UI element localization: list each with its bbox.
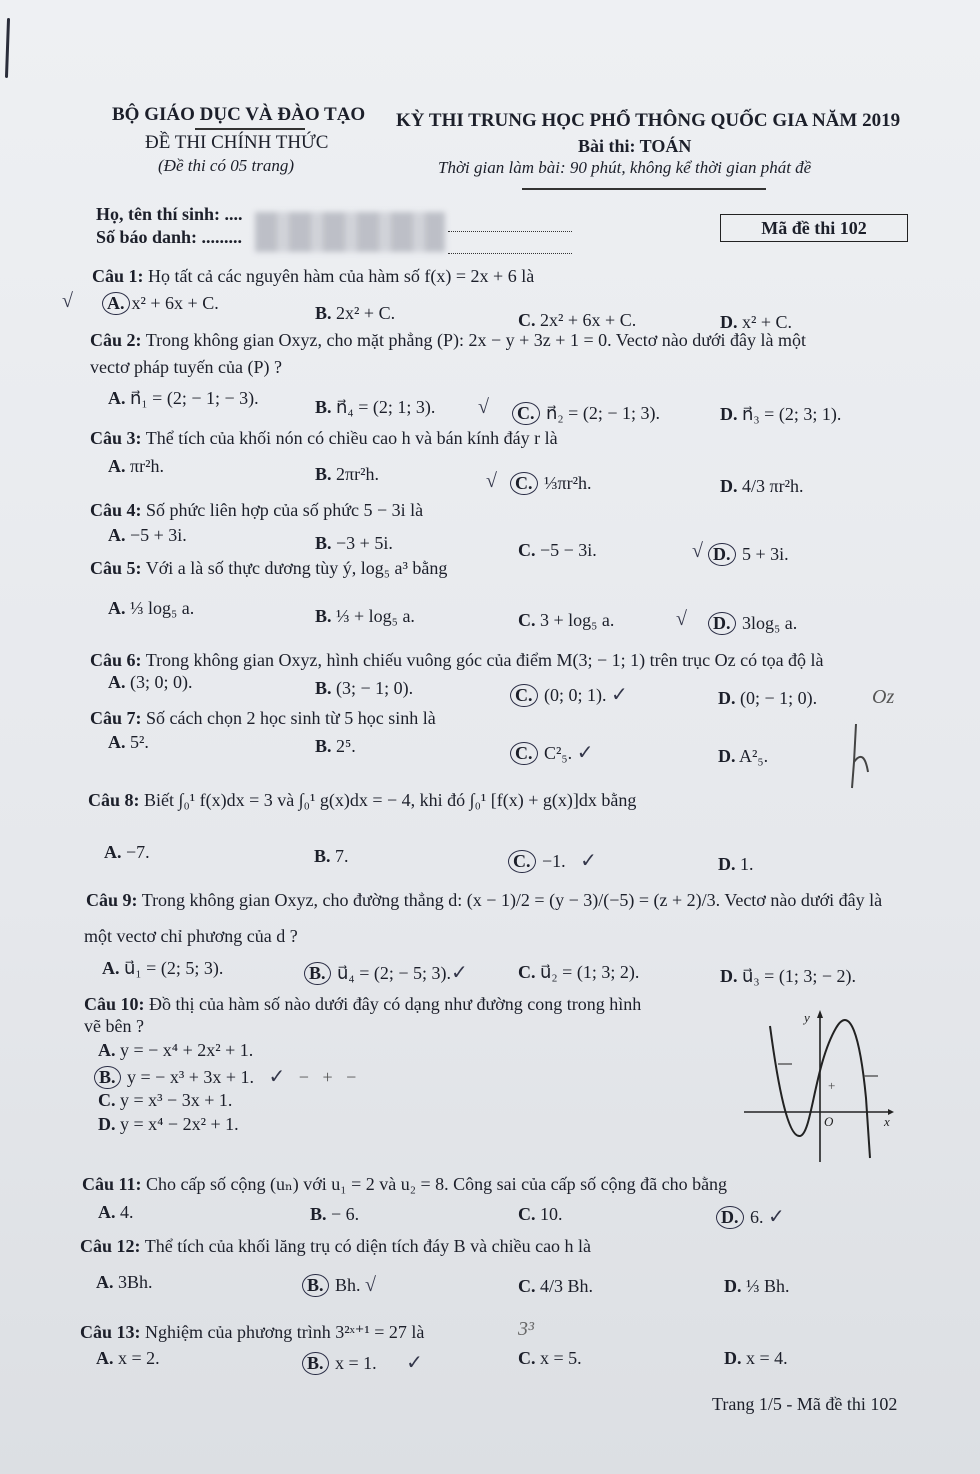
q5-c-text: 3 + log₅ a. <box>540 610 615 630</box>
pen-mark <box>5 18 10 78</box>
q8-d-letter: D. <box>718 854 736 874</box>
q2-option-b[interactable] <box>315 397 435 418</box>
question-9 <box>86 890 882 911</box>
q9-c-letter: C. <box>518 962 536 982</box>
q5-label: Câu 5: <box>90 558 142 578</box>
q4-b-text: −3 + 5i. <box>336 533 393 553</box>
q13-option-a[interactable] <box>96 1348 160 1369</box>
q3-text: Thể tích của khối nón có chiều cao h và bán kính đáy r là <box>145 428 558 448</box>
q13-c-letter: C. <box>518 1348 536 1368</box>
exam-title: KỲ THI TRUNG HỌC PHỔ THÔNG QUỐC GIA NĂM 2019 <box>396 110 901 131</box>
origin-label: O <box>824 1114 834 1129</box>
q11-c-letter: C. <box>518 1204 536 1224</box>
q10-option-b[interactable] <box>94 1064 356 1089</box>
q6-d-text: (0; − 1; 0). <box>740 688 818 708</box>
q8-option-b[interactable] <box>314 846 349 867</box>
q2-text: Trong không gian Oxyz, cho mặt phẳng (P): 2x − y + 3z + 1 = 0. Vectơ nào dưới đây là một <box>145 330 807 350</box>
q7-option-a[interactable] <box>108 732 149 753</box>
handwritten-note: Oz <box>872 686 895 708</box>
q2-a-letter: A. <box>108 388 126 408</box>
check-icon: ✓ <box>258 1066 286 1088</box>
q4-c-text: −5 − 3i. <box>540 540 597 560</box>
check-icon: ✓ <box>381 1352 423 1374</box>
q12-c-letter: C. <box>518 1276 536 1296</box>
q5-option-c[interactable] <box>518 610 614 631</box>
q2-a-text: n⃗₁ = (2; − 1; − 3). <box>130 388 259 408</box>
q2-d-letter: D. <box>720 404 738 424</box>
q5-option-a[interactable] <box>108 598 194 619</box>
q2-c-text: n⃗₂ = (2; − 1; 3). <box>546 403 660 423</box>
q1-text: Họ tất cả các nguyên hàm của hàm số f(x) = 2x + 6 là <box>148 266 535 286</box>
q3-option-a[interactable] <box>108 456 164 477</box>
q1-c-letter: C. <box>518 310 536 330</box>
check-icon: √ <box>486 470 497 492</box>
q11-b-letter: B. <box>310 1204 327 1224</box>
q8-b-letter: B. <box>314 846 331 866</box>
q7-d-letter: D. <box>718 746 736 766</box>
q10-option-a[interactable] <box>98 1040 253 1061</box>
q2-option-c[interactable] <box>512 402 660 425</box>
answer-circle: B. <box>94 1066 121 1089</box>
q4-d-text: 5 + 3i. <box>742 544 789 564</box>
q7-c-text: C²₅. <box>544 743 573 763</box>
q6-d-letter: D. <box>718 688 736 708</box>
q9-label: Câu 9: <box>86 890 138 910</box>
q12-c-text: 4/3 Bh. <box>540 1276 594 1296</box>
question-8 <box>88 790 636 811</box>
q8-a-letter: A. <box>104 842 122 862</box>
answer-circle: B. <box>302 1274 329 1297</box>
q5-a-text: ⅓ log₅ a. <box>130 598 195 618</box>
q9-text-cont: một vectơ chỉ phương của d ? <box>84 926 298 946</box>
q2-text-cont: vectơ pháp tuyến của (P) ? <box>90 357 282 377</box>
q13-d-letter: D. <box>724 1348 742 1368</box>
q9-option-a[interactable] <box>102 958 223 979</box>
q7-option-d[interactable] <box>718 746 768 767</box>
q5-c-letter: C. <box>518 610 536 630</box>
q12-d-letter: D. <box>724 1276 742 1296</box>
check-icon: √ <box>676 608 687 630</box>
q12-text: Thể tích của khối lăng trụ có diện tích đáy B và chiều cao h là <box>144 1236 592 1256</box>
redacted-info <box>255 212 445 252</box>
answer-circle: C. <box>510 472 538 495</box>
q4-option-a[interactable] <box>108 525 187 546</box>
q8-option-c[interactable] <box>508 848 597 873</box>
q9-b-text: u⃗₄ = (2; − 5; 3). <box>337 963 451 983</box>
q12-option-c[interactable] <box>518 1276 593 1297</box>
question-12 <box>80 1236 591 1257</box>
check-icon: ✓ <box>611 684 628 706</box>
q11-option-c[interactable] <box>518 1204 563 1225</box>
question-10 <box>84 994 641 1015</box>
q10-option-d[interactable] <box>98 1114 239 1135</box>
q8-label: Câu 8: <box>88 790 140 810</box>
plus-mark: + <box>828 1078 836 1093</box>
q9-c-text: u⃗₂ = (1; 3; 2). <box>540 962 640 982</box>
q1-a-text: x² + 6x + C. <box>131 293 219 313</box>
question-1 <box>92 266 534 287</box>
q7-b-letter: B. <box>315 736 332 756</box>
q3-a-text: πr²h. <box>130 456 164 476</box>
answer-circle: C. <box>508 850 536 873</box>
question-4 <box>90 500 423 521</box>
q6-a-text: (3; 0; 0). <box>130 672 193 692</box>
q5-b-text: ⅓ + log₅ a. <box>336 606 415 626</box>
q7-a-text: 5². <box>130 732 149 752</box>
q6-text: Trong không gian Oxyz, hình chiếu vuông góc của điểm M(3; − 1; 1) trên trục Oz có tọa độ là <box>145 650 824 670</box>
q3-option-c[interactable] <box>510 472 591 495</box>
q13-b-text: x = 1. <box>335 1353 377 1373</box>
handwritten-scribble <box>846 722 886 792</box>
answer-circle: B. <box>304 962 331 985</box>
q12-option-a[interactable] <box>96 1272 153 1293</box>
q7-option-c[interactable] <box>510 740 593 765</box>
q5-d-text: 3log₅ a. <box>742 613 798 633</box>
q3-b-letter: B. <box>315 464 332 484</box>
q13-option-c[interactable] <box>518 1348 582 1369</box>
q4-c-letter: C. <box>518 540 536 560</box>
q1-option-c[interactable] <box>518 310 636 331</box>
q13-label: Câu 13: <box>80 1322 141 1342</box>
q6-label: Câu 6: <box>90 650 142 670</box>
q10-text-cont: vẽ bên ? <box>84 1016 144 1036</box>
question-5 <box>90 558 447 579</box>
q9-d-text: u⃗₃ = (1; 3; − 2). <box>742 966 856 986</box>
q11-label: Câu 11: <box>82 1174 142 1194</box>
q4-b-letter: B. <box>315 533 332 553</box>
q6-option-d[interactable] <box>718 688 817 709</box>
exam-code: Mã đề thi 102 <box>720 214 908 242</box>
q13-a-text: x = 2. <box>118 1348 160 1368</box>
question-11 <box>82 1174 727 1195</box>
q9-d-letter: D. <box>720 966 738 986</box>
q12-a-text: 3Bh. <box>118 1272 153 1292</box>
q1-b-letter: B. <box>315 303 332 323</box>
question-7 <box>90 708 436 729</box>
q8-text: Biết ∫₀¹ f(x)dx = 3 và ∫₀¹ g(x)dx = − 4, khi đó ∫₀¹ [f(x) + g(x)]dx bằng <box>144 790 637 810</box>
q13-a-letter: A. <box>96 1348 114 1368</box>
answer-circle: C. <box>510 684 538 707</box>
q5-option-d[interactable] <box>708 612 797 635</box>
check-icon: √ <box>365 1274 377 1296</box>
q11-option-b[interactable] <box>310 1204 359 1225</box>
q10-c-letter: C. <box>98 1090 116 1110</box>
q2-option-d[interactable] <box>720 404 841 425</box>
q9-option-b[interactable] <box>304 960 468 985</box>
function-graph <box>738 1006 908 1166</box>
q8-option-a[interactable] <box>104 842 150 863</box>
q1-c-text: 2x² + 6x + C. <box>540 310 637 330</box>
ministry-name: BỘ GIÁO DỤC VÀ ĐÀO TẠO <box>112 104 366 125</box>
answer-circle: D. <box>708 543 736 566</box>
answer-circle: B. <box>302 1352 329 1375</box>
q7-a-letter: A. <box>108 732 126 752</box>
q13-option-d[interactable] <box>724 1348 788 1369</box>
q9-option-c[interactable] <box>518 962 639 983</box>
subject: Bài thi: TOÁN <box>578 136 692 156</box>
q5-text: Với a là số thực dương tùy ý, log₅ a³ bằng <box>145 558 448 578</box>
q10-d-text: y = x⁴ − 2x² + 1. <box>120 1114 239 1134</box>
answer-circle: D. <box>708 612 736 635</box>
q10-a-letter: A. <box>98 1040 116 1060</box>
q8-b-text: 7. <box>335 846 349 866</box>
q1-d-text: x² + C. <box>742 312 793 332</box>
pages-note: (Đề thi có 05 trang) <box>158 156 294 175</box>
q13-d-text: x = 4. <box>746 1348 788 1368</box>
q4-option-d[interactable] <box>708 543 789 566</box>
candidate-id-label: Số báo danh: ......... <box>96 227 243 247</box>
q9-option-d[interactable] <box>720 966 856 987</box>
q2-b-letter: B. <box>315 397 332 417</box>
q10-c-text: y = x³ − 3x + 1. <box>120 1090 233 1110</box>
question-2 <box>90 330 806 351</box>
q10-text: Đồ thị của hàm số nào dưới đây có dạng như đường cong trong hình <box>149 994 642 1014</box>
q10-label: Câu 10: <box>84 994 145 1014</box>
q12-option-d[interactable] <box>724 1276 790 1297</box>
q6-a-letter: A. <box>108 672 126 692</box>
q2-label: Câu 2: <box>90 330 142 350</box>
q10-b-text: y = − x³ + 3x + 1. <box>127 1067 255 1087</box>
check-icon: ✓ <box>451 962 468 984</box>
q9-a-text: u⃗₁ = (2; 5; 3). <box>124 958 224 978</box>
q7-text: Số cách chọn 2 học sinh từ 5 học sinh là <box>146 708 436 728</box>
q1-d-letter: D. <box>720 312 738 332</box>
q13-c-text: x = 5. <box>540 1348 582 1368</box>
q5-option-b[interactable] <box>315 606 415 627</box>
q7-b-text: 2⁵. <box>336 736 356 756</box>
candidate-name-label: Họ, tên thí sinh: .... <box>96 204 243 224</box>
check-icon: √ <box>478 396 489 418</box>
answer-circle: C. <box>512 402 540 425</box>
q1-option-a[interactable] <box>102 292 219 315</box>
q3-label: Câu 3: <box>90 428 142 448</box>
q13-text: Nghiệm của phương trình 3²ˣ⁺¹ = 27 là <box>145 1322 425 1342</box>
q11-d-text: 6. <box>750 1207 764 1227</box>
q3-c-text: ⅓πr²h. <box>544 473 592 493</box>
q12-option-b[interactable] <box>302 1274 376 1297</box>
q1-option-b[interactable] <box>315 303 395 324</box>
q6-b-letter: B. <box>315 678 332 698</box>
q8-a-text: −7. <box>126 842 150 862</box>
answer-circle: D. <box>716 1206 744 1229</box>
q10-a-text: y = − x⁴ + 2x² + 1. <box>120 1040 254 1060</box>
x-label: x <box>884 1114 890 1129</box>
time-note: Thời gian làm bài: 90 phút, không kể thời gian phát đề <box>438 158 812 177</box>
check-icon: ✓ <box>570 850 597 872</box>
q13-option-b[interactable] <box>302 1350 423 1375</box>
q6-option-b[interactable] <box>315 678 413 699</box>
question-13 <box>80 1322 424 1343</box>
q11-a-text: 4. <box>120 1202 134 1222</box>
check-icon: ✓ <box>576 742 594 764</box>
q6-option-c[interactable] <box>510 682 628 707</box>
y-axis-arrow <box>817 1010 823 1018</box>
q7-d-text: A²₅. <box>739 746 769 766</box>
q10-d-letter: D. <box>98 1114 116 1134</box>
q9-text: Trong không gian Oxyz, cho đường thẳng d: (x − 1)/2 = (y − 3)/(−5) = (z + 2)/3. Vectơ nào dưới đây là <box>141 890 883 910</box>
q4-option-c[interactable] <box>518 540 597 561</box>
q7-option-b[interactable] <box>315 736 356 757</box>
q12-b-text: Bh. <box>335 1275 361 1295</box>
page-footer: Trang 1/5 - Mã đề thi 102 <box>712 1394 898 1414</box>
q7-label: Câu 7: <box>90 708 142 728</box>
q11-option-a[interactable] <box>98 1202 134 1223</box>
header-underline <box>195 128 305 130</box>
q3-option-b[interactable] <box>315 464 379 485</box>
q3-a-letter: A. <box>108 456 126 476</box>
q2-d-text: n⃗₃ = (2; 3; 1). <box>742 404 842 424</box>
q8-option-d[interactable] <box>718 854 754 875</box>
check-icon: ✓ <box>768 1206 785 1228</box>
y-label: y <box>804 1010 810 1025</box>
q1-label: Câu 1: <box>92 266 144 286</box>
q11-text: Cho cấp số cộng (uₙ) với u₁ = 2 và u₂ = 8. Công sai của cấp số cộng đã cho bằng <box>146 1174 728 1194</box>
q3-d-letter: D. <box>720 476 738 496</box>
q12-d-text: ⅓ Bh. <box>746 1276 790 1296</box>
time-underline <box>522 188 766 190</box>
check-icon: √ <box>692 540 703 562</box>
q3-option-d[interactable] <box>720 476 803 497</box>
q8-d-text: 1. <box>740 854 754 874</box>
q4-label: Câu 4: <box>90 500 142 520</box>
q11-option-d[interactable] <box>716 1204 785 1229</box>
q5-b-letter: B. <box>315 606 332 626</box>
q10-option-c[interactable] <box>98 1090 232 1111</box>
handwritten-note: 3³ <box>518 1318 534 1340</box>
check-icon: √ <box>62 290 73 312</box>
q2-b-text: n⃗₄ = (2; 1; 3). <box>336 397 436 417</box>
answer-circle: C. <box>510 742 538 765</box>
q3-b-text: 2πr²h. <box>336 464 379 484</box>
q9-a-letter: A. <box>102 958 120 978</box>
q12-a-letter: A. <box>96 1272 114 1292</box>
q6-c-text: (0; 0; 1). <box>544 685 607 705</box>
id-dots <box>448 252 572 254</box>
q4-option-b[interactable] <box>315 533 393 554</box>
q3-d-text: 4/3 πr²h. <box>742 476 804 496</box>
q4-text: Số phức liên hợp của số phức 5 − 3i là <box>146 500 424 520</box>
handwritten-marks: − + − <box>285 1067 357 1087</box>
q12-label: Câu 12: <box>80 1236 141 1256</box>
q1-b-text: 2x² + C. <box>336 303 396 323</box>
q5-a-letter: A. <box>108 598 126 618</box>
q2-option-a[interactable] <box>108 388 259 409</box>
q11-b-text: − 6. <box>331 1204 360 1224</box>
q4-a-letter: A. <box>108 525 126 545</box>
answer-circle: A. <box>102 292 130 315</box>
q8-c-text: −1. <box>542 851 566 871</box>
official-label: ĐỀ THI CHÍNH THỨC <box>145 132 329 153</box>
q6-option-a[interactable] <box>108 672 193 693</box>
q11-a-letter: A. <box>98 1202 116 1222</box>
q4-a-text: −5 + 3i. <box>130 525 187 545</box>
q11-c-text: 10. <box>540 1204 563 1224</box>
q6-b-text: (3; − 1; 0). <box>336 678 414 698</box>
question-6 <box>90 650 824 671</box>
question-3 <box>90 428 558 449</box>
name-dots <box>448 230 572 232</box>
